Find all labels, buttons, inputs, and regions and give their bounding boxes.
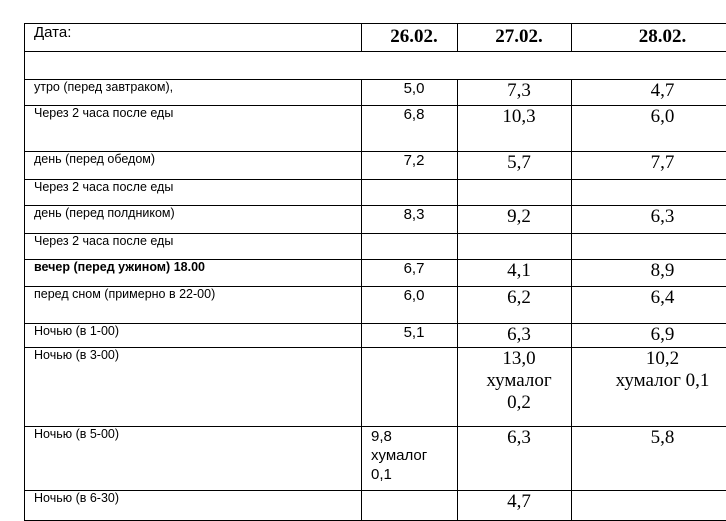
value-cell: 6,0 [362,287,458,324]
value-cell [362,491,458,521]
value-cell: 9,2 [458,206,572,234]
value-line: 9,8 [371,427,457,446]
value-cell: 6,7 [362,260,458,287]
value-cell: 5,7 [458,152,572,180]
date-header: 28.02. [572,24,726,52]
table-row [25,180,726,206]
row-label: Через 2 часа после еды [25,106,362,152]
table-row [25,491,726,521]
row-label: Ночью (в 6-30) [25,491,362,521]
value-cell: 7,2 [362,152,458,180]
date-header: 27.02. [458,24,572,52]
value-cell: 4,7 [458,491,572,521]
row-label: утро (перед завтраком), [25,80,362,106]
table-row [25,152,726,180]
value-cell [458,234,572,260]
value-cell [362,348,458,427]
value-cell: 6,4 [572,287,726,324]
value-cell: 8,9 [572,260,726,287]
row-label: Через 2 часа после еды [25,234,362,260]
value-cell: 6,9 [572,324,726,348]
value-cell: 5,1 [362,324,458,348]
table-row [25,324,726,348]
table-row [25,206,726,234]
value-cell: 6,2 [458,287,572,324]
spacer-cell [25,52,726,80]
insulin-dose-line: 0,2 [467,392,571,414]
insulin-line: хумалог [467,370,571,392]
row-label: Ночью (в 3-00) [25,348,362,427]
value-line: 10,2 [581,348,726,370]
spacer-row [25,52,726,80]
table-row [25,348,726,427]
insulin-dose-line: 0,1 [371,465,457,484]
value-cell: 10,3 [458,106,572,152]
glucose-log-table [24,23,726,521]
value-cell: 8,3 [362,206,458,234]
value-cell: 6,0 [572,106,726,152]
value-cell: 5,8 [572,427,726,491]
date-header-label: Дата: [25,24,362,52]
row-label: Ночью (в 5-00) [25,427,362,491]
value-cell [362,427,458,491]
header-row [25,24,726,52]
value-cell: 7,7 [572,152,726,180]
insulin-line: хумалог [371,446,457,465]
value-line: 13,0 [467,348,571,370]
value-cell: 6,3 [572,206,726,234]
value-cell: 6,3 [458,427,572,491]
value-cell [572,348,726,427]
date-header: 26.02. [362,24,458,52]
value-cell: 6,3 [458,324,572,348]
value-cell [572,491,726,521]
table-row [25,287,726,324]
table-row [25,234,726,260]
value-cell: 4,1 [458,260,572,287]
row-label: перед сном (примерно в 22-00) [25,287,362,324]
value-cell: 6,8 [362,106,458,152]
value-cell [458,180,572,206]
value-cell [362,234,458,260]
value-cell: 4,7 [572,80,726,106]
table-row [25,260,726,287]
value-cell [362,180,458,206]
table-row [25,427,726,491]
table-row [25,106,726,152]
row-label: Ночью (в 1-00) [25,324,362,348]
value-cell [572,234,726,260]
value-cell: 5,0 [362,80,458,106]
row-label: день (перед полдником) [25,206,362,234]
value-cell: 7,3 [458,80,572,106]
value-cell [572,180,726,206]
row-label: день (перед обедом) [25,152,362,180]
insulin-line: хумалог 0,1 [581,370,726,392]
value-cell [458,348,572,427]
row-label: вечер (перед ужином) 18.00 [25,260,362,287]
row-label: Через 2 часа после еды [25,180,362,206]
table-row [25,80,726,106]
